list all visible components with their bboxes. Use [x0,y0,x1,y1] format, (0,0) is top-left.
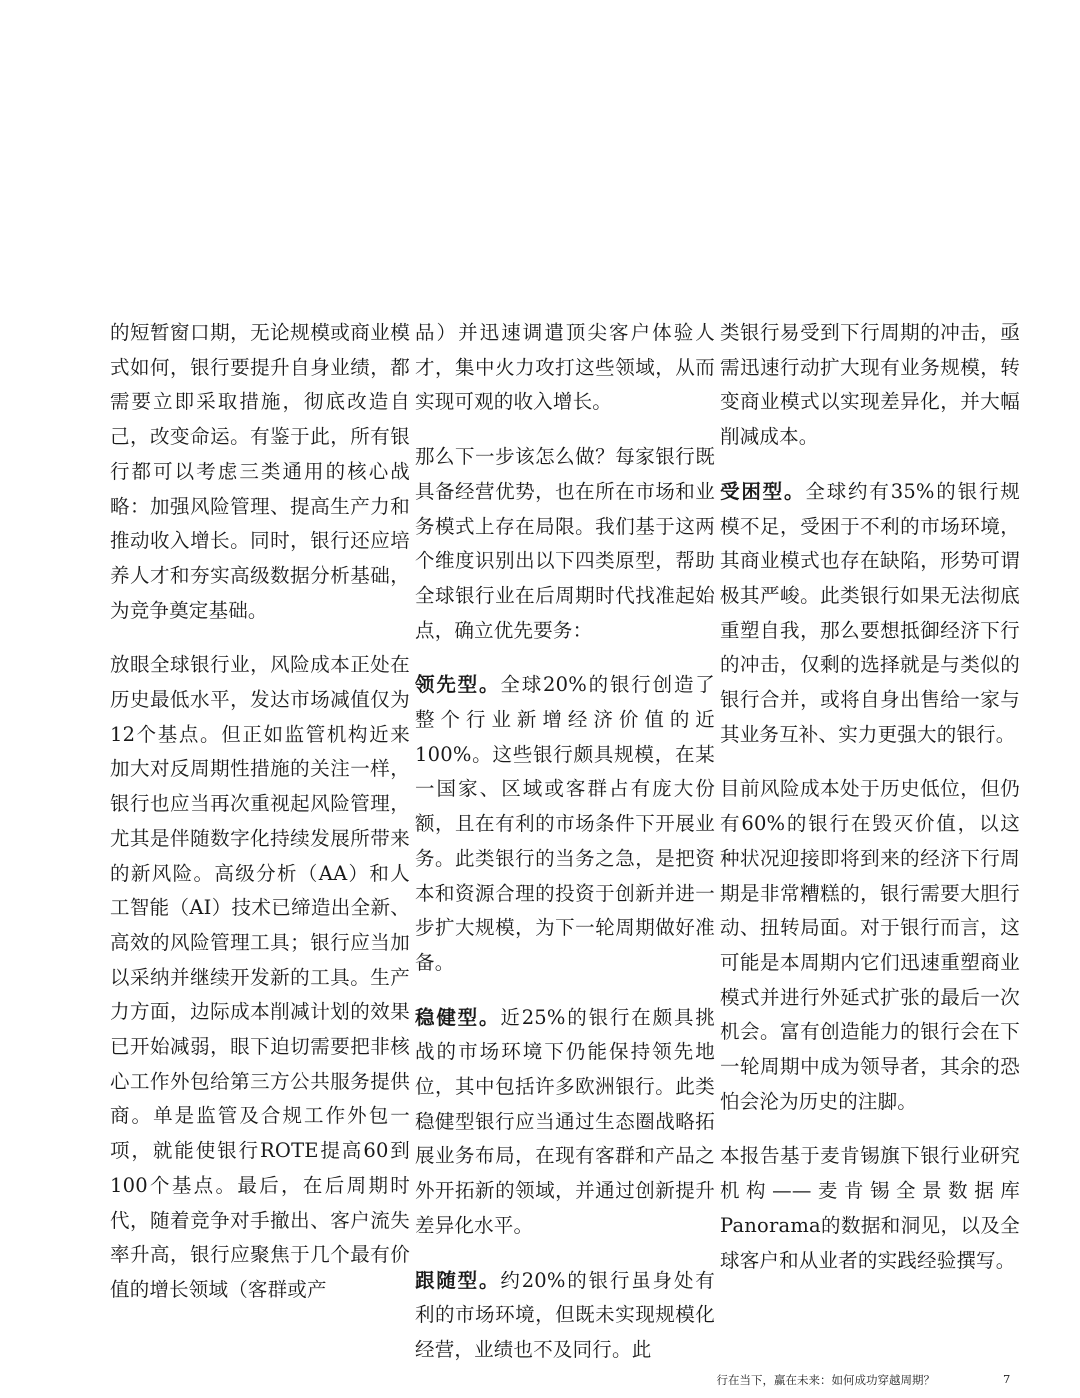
text-column-1 [110,316,410,1328]
paragraph-lead: 跟随型。 [415,1268,501,1292]
paragraph-text: 的短暂窗口期，无论规模或商业模式如何，银行要提升自身业绩，都需要立即采取措施，彻底改造自己，改变命运。有鉴于此，所有银行都可以考虑三类通用的核心战略：加强风险管理、提高生产力和推动收入增长。同时，银行还应培养人才和夯实高级数据分析基础，为竞争奠定基础。 [110,321,410,622]
paragraph-text: 放眼全球银行业，风险成本正处在历史最低水平，发达市场减值仅为12个基点。但正如监管机构近来加大对反周期性措施的关注一样，银行也应当再次重视起风险管理，尤其是伴随数字化持续发展所带来的新风险。高级分析（AA）和人工智能（AI）技术已缔造出全新、高效的风险管理工具；银行应当加以采纳并继续开发新的工具。生产力方面，边际成本削减计划的效果已开始减弱，眼下迫切需要把非核心工作外包给第三方公共服务提供商。单是监管及合规工作外包一项，就能使银行ROTE提高60到100个基点。最后，在后周期时代，随着竞争对手撤出、客户流失率升高，银行应聚焦于几个最有价值的增长领域（客群或产 [110,653,410,1301]
paragraph [415,1264,715,1368]
paragraph-text: 目前风险成本处于历史低位，但仍有60%的银行在毁灭价值，以这种状况迎接即将到来的经济下行周期是非常糟糕的，银行需要大胆行动、扭转局面。对于银行而言，这可能是本周期内它们迅速重塑商业模式并进行外延式扩张的最后一次机会。富有创造能力的银行会在下一轮周期中成为领导者，其余的恐怕会沦为历史的注脚。 [720,777,1020,1113]
paragraph-text: 约20%的银行虽身处有利的市场环境，但既未实现规模化经营，业绩也不及同行。此 [415,1268,715,1361]
paragraph [720,1139,1020,1278]
paragraph-text: 近25%的银行在颇具挑战的市场环境下仍能保持领先地位，其中包括许多欧洲银行。此类稳健型银行应当通过生态圈战略拓展业务布局，在现有客群和产品之外开拓新的领域，并通过创新提升差异化水平。 [415,1005,715,1237]
paragraph-text: 品）并迅速调遣顶尖客户体验人才，集中火力攻打这些领域，从而实现可观的收入增长。 [415,321,715,414]
paragraph [720,475,1020,753]
paragraph-text: 类银行易受到下行周期的冲击，亟需迅速行动扩大现有业务规模，转变商业模式以实现差异化，并大幅削减成本。 [720,321,1020,449]
footer-report-title: 行在当下，赢在未来：如何成功穿越周期？ [716,1373,935,1387]
paragraph [720,316,1020,455]
paragraph [720,772,1020,1119]
paragraph [110,648,410,1307]
text-column-3 [720,316,1020,1298]
paragraph [415,668,715,980]
page-footer [0,1372,1080,1392]
paragraph-text: 全球20%的银行创造了整个行业新增经济价值的近100%。这些银行颇具规模，在某一国家、区域或客群占有庞大份额，且在有利的市场条件下开展业务。此类银行的当务之急，是把资本和资源合理的投资于创新并进一步扩大规模，为下一轮周期做好准备。 [415,673,715,974]
paragraph-text: 本报告基于麦肯锡旗下银行业研究机构——麦肯锡全景数据库Panorama的数据和洞见，以及全球客户和从业者的实践经验撰写。 [720,1144,1020,1272]
text-column-2 [415,316,715,1388]
paragraph [110,316,410,628]
paragraph-lead: 稳健型。 [415,1005,501,1029]
paragraph [415,440,715,648]
page-number: 7 [1003,1372,1011,1386]
paragraph [415,316,715,420]
paragraph-lead: 领先型。 [415,673,501,697]
paragraph-lead: 受困型。 [720,479,806,503]
paragraph [415,1001,715,1244]
paragraph-text: 全球约有35%的银行规模不足，受困于不利的市场环境，其商业模式也存在缺陷，形势可谓极其严峻。此类银行如果无法彻底重塑自我，那么要想抵御经济下行的冲击，仅剩的选择就是与类似的银行合并，或将自身出售给一家与其业务互补、实力更强大的银行。 [720,479,1020,746]
paragraph-text: 那么下一步该怎么做？每家银行既具备经营优势，也在所在市场和业务模式上存在局限。我们基于这两个维度识别出以下四类原型，帮助全球银行业在后周期时代找准起始点，确立优先要务： [415,445,715,642]
